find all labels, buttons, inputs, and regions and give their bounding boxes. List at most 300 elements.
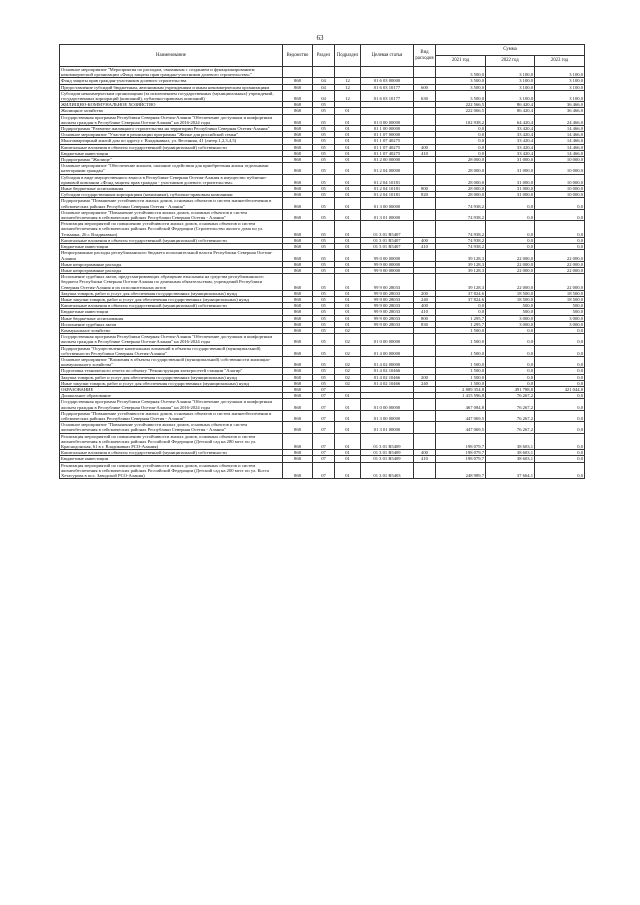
cell-section: 04 — [313, 90, 335, 101]
cell-ministry: 868 — [283, 433, 313, 450]
cell-2023: 3 100,0 — [535, 84, 585, 90]
cell-name: Подпрограмма "Развитие жилищного строительства на территории Республики Северная Осетия-Алания" — [60, 126, 283, 132]
cell-2021: 1 295,7 — [436, 321, 486, 327]
cell-ministry: 868 — [283, 250, 313, 261]
cell-expense-type: 200 — [414, 290, 436, 296]
cell-subsection: 01 — [335, 450, 361, 456]
cell-2022: 500,0 — [486, 309, 535, 315]
header-year-2023: 2023 год — [535, 56, 585, 67]
cell-ministry: 868 — [283, 221, 313, 238]
cell-name: Подпрограмма "Жилище" — [60, 157, 283, 163]
cell-target: 01 1 07 40275 — [361, 150, 414, 156]
cell-name: Подпрограмма "Повышение устойчивости жилых домов, основных объектов и систем жизнеобеспечения в сейсмических районах Республики Северная Осетия - Алания" — [60, 198, 283, 209]
cell-2021: 1 500,0 — [436, 334, 486, 345]
cell-2023: 0,0 — [535, 462, 585, 479]
cell-2021: 3 500,0 — [436, 84, 486, 90]
cell-2022: 37 664,1 — [486, 462, 535, 479]
cell-ministry: 868 — [283, 386, 313, 392]
cell-2022: 64 420,4 — [486, 114, 535, 125]
cell-ministry: 868 — [283, 368, 313, 374]
cell-name: Капитальные вложения в объекты государственной (муниципальной) собственности — [60, 450, 283, 456]
cell-ministry — [283, 67, 313, 78]
cell-2023: 0,0 — [535, 327, 585, 333]
cell-2021: 3 500,0 — [436, 67, 486, 78]
cell-target: 01 0 00 00000 — [361, 114, 414, 125]
cell-target: 01 2 04 10181 — [361, 174, 414, 185]
cell-2022: 76 267,2 — [486, 422, 535, 433]
cell-name: Иные бюджетные ассигнования — [60, 315, 283, 321]
cell-2022: 0,0 — [486, 244, 535, 250]
cell-ministry: 868 — [283, 267, 313, 273]
cell-subsection: 01 — [335, 399, 361, 410]
cell-2021: 447 069,5 — [436, 422, 486, 433]
cell-2023: 14 466,0 — [535, 126, 585, 132]
cell-2023: 0,0 — [535, 334, 585, 345]
cell-subsection: 01 — [335, 237, 361, 243]
cell-2023: 0,0 — [535, 368, 585, 374]
cell-subsection: 02 — [335, 374, 361, 380]
cell-2023: 10 000,0 — [535, 192, 585, 198]
cell-subsection: 01 — [335, 274, 361, 291]
cell-2023: 14 466,0 — [535, 144, 585, 150]
cell-target: 01 3 01 R5407 — [361, 237, 414, 243]
cell-target: 01 3 01 R5409 — [361, 450, 414, 456]
cell-target: 01 4 02 10466 — [361, 380, 414, 386]
cell-name: Государственная программа Республики Северная Осетия-Алания "Обеспечение доступным и комфортным жильем граждан в Республике Северная Осетия-Алания" на 2016-2024 годы — [60, 114, 283, 125]
cell-2023: 500,0 — [535, 309, 585, 315]
cell-2021: 198 079,7 — [436, 450, 486, 456]
cell-2021: 1 295,7 — [436, 315, 486, 321]
cell-2021: 74 938,2 — [436, 237, 486, 243]
cell-name: Реализация мероприятий по повышению устойчивости жилых домов, основных объектов и систем жизнеобеспечения в сейсмических районах Российской Федерации (Строительство жилого дома по ул. Тельмана, 26 г. Владикавказ) — [60, 221, 283, 238]
cell-2022: 0,0 — [486, 198, 535, 209]
cell-target: 01 2 04 10181 — [361, 186, 414, 192]
cell-ministry: 868 — [283, 462, 313, 479]
cell-2021: 0,0 — [436, 303, 486, 309]
cell-name: Бюджетные инвестиции — [60, 456, 283, 462]
cell-expense-type: 400 — [414, 303, 436, 309]
cell-subsection: 01 — [335, 114, 361, 125]
cell-ministry: 868 — [283, 315, 313, 321]
cell-subsection: 02 — [335, 356, 361, 367]
cell-2022: 33 420,4 — [486, 144, 535, 150]
cell-subsection: 01 — [335, 456, 361, 462]
cell-2023: 0,0 — [535, 237, 585, 243]
cell-section: 07 — [313, 393, 335, 399]
cell-2023: 10 000,0 — [535, 174, 585, 185]
cell-subsection: 01 — [335, 150, 361, 156]
cell-section: 05 — [313, 192, 335, 198]
cell-section: 05 — [313, 380, 335, 386]
cell-expense-type — [414, 67, 436, 78]
cell-2021: 248 989,7 — [436, 462, 486, 479]
cell-ministry: 868 — [283, 380, 313, 386]
cell-target: 99 9 00 28033 — [361, 315, 414, 321]
cell-2022: 0,0 — [486, 368, 535, 374]
cell-target: 01 3 01 R5403 — [361, 462, 414, 479]
cell-target: 01 2 04 00000 — [361, 163, 414, 174]
cell-target: 99 9 00 28033 — [361, 274, 414, 291]
cell-ministry: 868 — [283, 356, 313, 367]
cell-target: 01 0 00 00000 — [361, 334, 414, 345]
cell-ministry: 868 — [283, 334, 313, 345]
cell-2021: 198 079,7 — [436, 433, 486, 450]
cell-name: Предоставление субсидий бюджетным, автономным учреждениям и иным некоммерческим организациям — [60, 84, 283, 90]
cell-2023: 0,0 — [535, 345, 585, 356]
cell-subsection: 01 — [335, 132, 361, 138]
cell-2021: 39 128,3 — [436, 250, 486, 261]
cell-expense-type: 400 — [414, 450, 436, 456]
cell-2022: 18 500,0 — [486, 296, 535, 302]
cell-2022: 0,0 — [486, 374, 535, 380]
cell-target: 01 3 01 R5407 — [361, 244, 414, 250]
cell-target: 99 9 00 28033 — [361, 296, 414, 302]
table-body — [60, 67, 585, 479]
cell-target: 01 3 01 R5407 — [361, 221, 414, 238]
cell-subsection: 01 — [335, 244, 361, 250]
cell-section: 05 — [313, 303, 335, 309]
cell-target: 99 9 00 00000 — [361, 267, 414, 273]
cell-ministry: 868 — [283, 321, 313, 327]
cell-name: Государственная программа Республики Северная Осетия-Алания "Обеспечение доступным и комфортным жильем граждан в Республике Северная Осетия-Алания" на 2016-2024 годы — [60, 334, 283, 345]
cell-name: Основное мероприятие "Вложения в объекты государственной (муниципальной) собственности жилищно-коммунального хозяйства" — [60, 356, 283, 367]
cell-name: Бюджетные инвестиции — [60, 150, 283, 156]
cell-name: Субсидии государственным корпорациям (компаниям), публично-правовым компаниям — [60, 192, 283, 198]
cell-name: Исполнение судебных актов — [60, 321, 283, 327]
table-row — [60, 433, 585, 450]
cell-expense-type: 410 — [414, 150, 436, 156]
cell-name: Капитальные вложения в объекты государственной (муниципальной) собственности — [60, 144, 283, 150]
header-sum: Сумма — [436, 45, 585, 56]
cell-expense-type — [414, 250, 436, 261]
cell-ministry: 868 — [283, 274, 313, 291]
cell-2022: 22 000,0 — [486, 261, 535, 267]
cell-2022: 500,0 — [486, 303, 535, 309]
cell-target: 01 3 01 R5409 — [361, 456, 414, 462]
table-row — [60, 274, 585, 291]
cell-subsection: 01 — [335, 209, 361, 220]
cell-2021: 74 938,2 — [436, 221, 486, 238]
table-row — [60, 67, 585, 78]
cell-expense-type: 200 — [414, 374, 436, 380]
cell-target: 01 6 03 00000 — [361, 78, 414, 84]
cell-subsection: 01 — [335, 290, 361, 296]
cell-name: Подпрограмма "Осуществление капитальных вложений в объекты государственной (муниципальной) собственности Республики Северная Осетия-Алания" — [60, 345, 283, 356]
cell-name: Многоквартирный жилой дом по адресу г. Владикавказ, ул. Весенняя, 41 (литер 1,2,3,4,5) — [60, 138, 283, 144]
cell-subsection: 01 — [335, 157, 361, 163]
cell-ministry: 868 — [283, 102, 313, 108]
cell-target: 01 2 04 10181 — [361, 192, 414, 198]
cell-expense-type — [414, 462, 436, 479]
cell-ministry: 868 — [283, 198, 313, 209]
cell-subsection: 02 — [335, 345, 361, 356]
cell-ministry: 868 — [283, 399, 313, 410]
cell-subsection: 01 — [335, 315, 361, 321]
cell-2021: 39 128,3 — [436, 274, 486, 291]
cell-2023: 22 000,0 — [535, 274, 585, 291]
cell-section: 05 — [313, 296, 335, 302]
cell-2023: 14 466,0 — [535, 138, 585, 144]
cell-expense-type — [414, 399, 436, 410]
cell-expense-type: 410 — [414, 244, 436, 250]
cell-subsection: 02 — [335, 368, 361, 374]
cell-section: 05 — [313, 244, 335, 250]
cell-target: 01 0 00 00000 — [361, 399, 414, 410]
cell-2022: 86 420,4 — [486, 108, 535, 114]
cell-expense-type: 800 — [414, 186, 436, 192]
cell-section: 05 — [313, 237, 335, 243]
cell-2021: 39 128,3 — [436, 267, 486, 273]
cell-2021: 28 000,0 — [436, 174, 486, 185]
cell-section: 05 — [313, 290, 335, 296]
cell-2023: 0,0 — [535, 209, 585, 220]
cell-ministry: 868 — [283, 126, 313, 132]
cell-expense-type — [414, 163, 436, 174]
cell-name: Субсидии некоммерческим организациям (за исключением государственных (муниципальных) учреждений, государственных корпораций (компаний), публично-правовых компаний) — [60, 90, 283, 101]
cell-expense-type — [414, 274, 436, 291]
cell-target: 99 9 00 00000 — [361, 261, 414, 267]
cell-ministry: 868 — [283, 290, 313, 296]
cell-target: 99 9 00 28033 — [361, 290, 414, 296]
table-row — [60, 410, 585, 421]
cell-section: 07 — [313, 386, 335, 392]
header-subsection: Подраздел — [335, 45, 361, 67]
cell-section: 05 — [313, 144, 335, 150]
cell-2023: 3 000,0 — [535, 321, 585, 327]
cell-2022: 0,0 — [486, 327, 535, 333]
cell-name: Основное мероприятие "Участие в реализации программы "Жилье для российской семьи" — [60, 132, 283, 138]
cell-2021: 3 500,0 — [436, 78, 486, 84]
cell-2022: 33 420,4 — [486, 150, 535, 156]
table-row — [60, 345, 585, 356]
cell-section: 07 — [313, 399, 335, 410]
cell-ministry: 868 — [283, 456, 313, 462]
cell-ministry: 868 — [283, 84, 313, 90]
cell-ministry: 868 — [283, 237, 313, 243]
cell-2023: 0,0 — [535, 450, 585, 456]
cell-section: 05 — [313, 174, 335, 185]
cell-name: Основное мероприятие "Мероприятия по расходам, связанным с созданием и функционированием некоммерческой организации «Фонд защиты прав граждан-участников долевого строительства»" — [60, 67, 283, 78]
cell-subsection: 02 — [335, 327, 361, 333]
cell-target: 01 4 02 10466 — [361, 368, 414, 374]
cell-subsection: 01 — [335, 296, 361, 302]
cell-2023: 22 000,0 — [535, 261, 585, 267]
cell-2021: 1 500,0 — [436, 374, 486, 380]
cell-ministry: 868 — [283, 163, 313, 174]
table-row — [60, 209, 585, 220]
cell-section: 05 — [313, 138, 335, 144]
header-name: Наименование — [60, 45, 283, 67]
cell-subsection: 01 — [335, 410, 361, 421]
cell-ministry: 868 — [283, 244, 313, 250]
cell-2023: 36 466,0 — [535, 108, 585, 114]
cell-expense-type: 400 — [414, 144, 436, 150]
cell-2021: 102 938,2 — [436, 114, 486, 125]
cell-2021: 37 824,6 — [436, 296, 486, 302]
table-row — [60, 174, 585, 185]
cell-ministry: 868 — [283, 209, 313, 220]
cell-name: Исполнение судебных актов, предусматривающих обращение взыскания на средства республиканского бюджета Республики Северная Осетия-Алания по денежным обязательствам, учреждений Республики Северная Осетия-Алания и их исполнительных актов — [60, 274, 283, 291]
cell-2023: 0,0 — [535, 198, 585, 209]
cell-section: 05 — [313, 163, 335, 174]
cell-2023: 14 466,0 — [535, 150, 585, 156]
cell-2021: 0,0 — [436, 138, 486, 144]
cell-name: Основное мероприятие "Повышение устойчивости жилых домов, основных объектов и систем жизнеобеспечения в сейсмических районах Республики Северная Осетия - Алания" — [60, 209, 283, 220]
cell-section: 04 — [313, 84, 335, 90]
cell-target: 01 1 07 00000 — [361, 132, 414, 138]
cell-2021: 1 500,0 — [436, 327, 486, 333]
cell-ministry: 868 — [283, 144, 313, 150]
cell-expense-type: 800 — [414, 315, 436, 321]
cell-ministry: 868 — [283, 296, 313, 302]
cell-2022: 3 100,0 — [486, 67, 535, 78]
cell-section: 05 — [313, 150, 335, 156]
cell-2022: 22 000,0 — [486, 274, 535, 291]
cell-2022: 31 000,0 — [486, 174, 535, 185]
cell-2021: 39 128,3 — [436, 261, 486, 267]
cell-2023: 0,0 — [535, 399, 585, 410]
cell-subsection: 01 — [335, 267, 361, 273]
cell-section: 05 — [313, 198, 335, 209]
cell-ministry: 868 — [283, 345, 313, 356]
table-row — [60, 356, 585, 367]
cell-name: ЖИЛИЩНО-КОММУНАЛЬНОЕ ХОЗЯЙСТВО — [60, 102, 283, 108]
cell-2022: 3 100,0 — [486, 78, 535, 84]
cell-section: 05 — [313, 126, 335, 132]
cell-section: 05 — [313, 334, 335, 345]
cell-section: 05 — [313, 108, 335, 114]
cell-subsection: 01 — [335, 309, 361, 315]
cell-2023: 22 000,0 — [535, 267, 585, 273]
cell-ministry: 868 — [283, 192, 313, 198]
cell-2021: 37 824,6 — [436, 290, 486, 296]
cell-target: 01 4 02 00000 — [361, 356, 414, 367]
cell-2021: 74 938,2 — [436, 244, 486, 250]
cell-2022: 22 000,0 — [486, 250, 535, 261]
cell-expense-type: 400 — [414, 237, 436, 243]
cell-ministry: 868 — [283, 410, 313, 421]
cell-name: Государственная программа Республики Северная Осетия-Алания "Обеспечение доступным и комфортным жильем граждан в Республике Северная Осетия-Алания" на 2016-2024 годы — [60, 399, 283, 410]
cell-2023: 18 500,0 — [535, 290, 585, 296]
cell-2023: 3 000,0 — [535, 315, 585, 321]
cell-target: 01 6 03 10177 — [361, 90, 414, 101]
cell-2023: 10 000,0 — [535, 163, 585, 174]
cell-2022: 31 000,0 — [486, 186, 535, 192]
cell-name: Дошкольное образование — [60, 393, 283, 399]
cell-name: Жилищное хозяйство — [60, 108, 283, 114]
cell-target: 01 4 02 10466 — [361, 374, 414, 380]
cell-2021: 198 079,7 — [436, 456, 486, 462]
cell-2021: 1 415 596,8 — [436, 393, 486, 399]
cell-2022: 33 420,4 — [486, 138, 535, 144]
cell-2022: 3 100,0 — [486, 84, 535, 90]
cell-ministry: 868 — [283, 132, 313, 138]
cell-subsection: 01 — [335, 126, 361, 132]
cell-name: ОБРАЗОВАНИЕ — [60, 386, 283, 392]
cell-2022: 76 267,2 — [486, 399, 535, 410]
cell-2021: 1 500,0 — [436, 368, 486, 374]
cell-target: 01 3 01 00000 — [361, 422, 414, 433]
cell-ministry: 868 — [283, 150, 313, 156]
cell-subsection: 01 — [335, 186, 361, 192]
cell-section: 05 — [313, 186, 335, 192]
cell-2023: 0,0 — [535, 393, 585, 399]
cell-ministry: 868 — [283, 114, 313, 125]
cell-subsection: 01 — [335, 433, 361, 450]
cell-2022: 31 000,0 — [486, 192, 535, 198]
cell-subsection: 01 — [335, 138, 361, 144]
cell-2023: 10 000,0 — [535, 186, 585, 192]
page-number: 63 — [316, 34, 324, 42]
cell-target: 01 3 01 00000 — [361, 209, 414, 220]
cell-2021: 1 500,0 — [436, 380, 486, 386]
cell-2021: 467 084,8 — [436, 399, 486, 410]
cell-2023: 0,0 — [535, 374, 585, 380]
cell-subsection: 01 — [335, 462, 361, 479]
cell-name: Иные закупки товаров, работ и услуг для обеспечения государственных (муниципальных) нужд — [60, 296, 283, 302]
cell-2023: 0,0 — [535, 422, 585, 433]
cell-2022: 33 420,4 — [486, 126, 535, 132]
cell-expense-type — [414, 356, 436, 367]
cell-ministry: 868 — [283, 186, 313, 192]
cell-2022: 38 603,1 — [486, 450, 535, 456]
cell-subsection — [335, 67, 361, 78]
cell-expense-type: 240 — [414, 296, 436, 302]
cell-target: 01 3 00 00000 — [361, 410, 414, 421]
cell-section: 07 — [313, 410, 335, 421]
cell-expense-type — [414, 433, 436, 450]
cell-section: 05 — [313, 267, 335, 273]
cell-name: Фонд защиты прав граждан-участников долевого строительства — [60, 78, 283, 84]
cell-expense-type — [414, 410, 436, 421]
cell-target: 01 6 03 10177 — [361, 84, 414, 90]
cell-section: 05 — [313, 250, 335, 261]
table-row — [60, 90, 585, 101]
cell-2023: 0,0 — [535, 410, 585, 421]
cell-2021: 3 500,0 — [436, 90, 486, 101]
cell-2022: 38 603,1 — [486, 433, 535, 450]
cell-section: 05 — [313, 261, 335, 267]
cell-section: 04 — [313, 78, 335, 84]
cell-name: Субсидия в виде имущественного взноса в Республике Северная Осетия-Алания в имущество публично-правовой компании «Фонд защиты прав граждан - участников долевого строительства» — [60, 174, 283, 185]
cell-subsection: 01 — [335, 250, 361, 261]
cell-ministry: 868 — [283, 78, 313, 84]
cell-name: Основное мероприятие "Повышение устойчивости жилых домов, основных объектов и систем жизнеобеспечения в сейсмических районах Республики Северная Осетия - Алания" — [60, 422, 283, 433]
cell-2023: 0,0 — [535, 433, 585, 450]
cell-2023: 22 000,0 — [535, 250, 585, 261]
cell-section: 07 — [313, 422, 335, 433]
cell-2023: 3 100,0 — [535, 78, 585, 84]
cell-2023: 24 466,0 — [535, 114, 585, 125]
cell-expense-type — [414, 221, 436, 238]
cell-2022: 31 000,0 — [486, 163, 535, 174]
cell-2023: 3 100,0 — [535, 67, 585, 78]
table-row — [60, 462, 585, 479]
cell-ministry: 868 — [283, 138, 313, 144]
cell-2022: 3 000,0 — [486, 321, 535, 327]
cell-target: 01 1 00 00000 — [361, 126, 414, 132]
cell-name: Подпрограмма "Повышение устойчивости жилых домов, основных объектов и систем жизнеобеспечения в сейсмических районах Республики Северная Осетия - Алания" — [60, 410, 283, 421]
cell-subsection: 02 — [335, 334, 361, 345]
cell-2022: 0,0 — [486, 209, 535, 220]
cell-2021: 28 000,0 — [436, 192, 486, 198]
cell-section: 05 — [313, 132, 335, 138]
cell-ministry: 868 — [283, 90, 313, 101]
cell-2021: 447 069,5 — [436, 410, 486, 421]
cell-target: 01 4 00 00000 — [361, 345, 414, 356]
cell-2023: 0,0 — [535, 244, 585, 250]
cell-name: Основное мероприятие "Обеспечение жильем, оказание содействия для приобретения жилья отдельными категориями граждан" — [60, 163, 283, 174]
